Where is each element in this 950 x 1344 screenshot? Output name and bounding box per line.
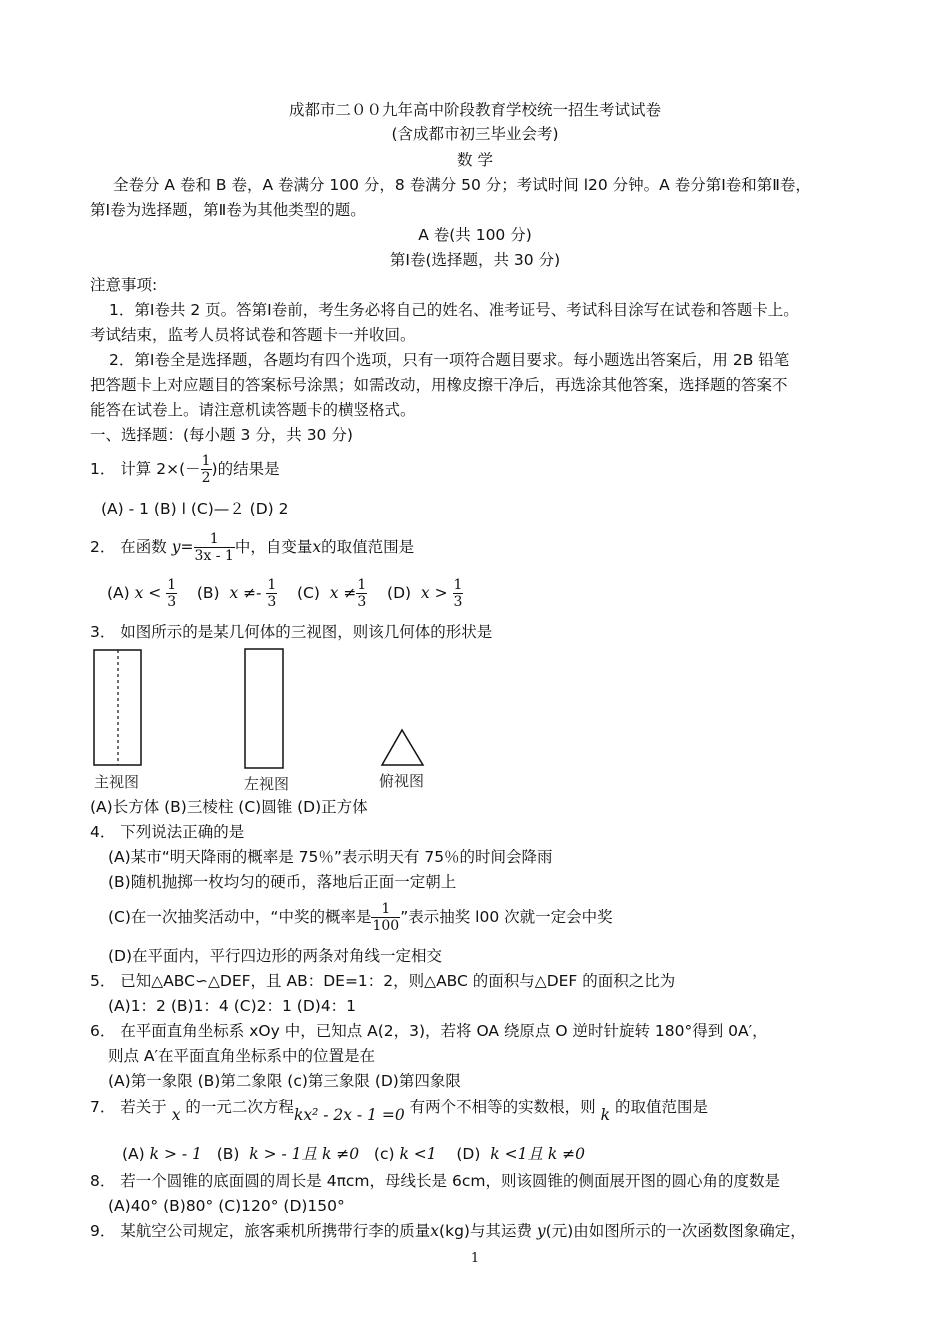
intro-paragraph-line2: 第Ⅰ卷为选择题，第Ⅱ卷为其他类型的题。 [90,201,366,219]
question-7-options: (A) k > - 1 (B) k > - 1且 k ≠0 (c) k <1 (D) k <1且 k ≠0 [122,1145,586,1163]
question-4-option-c: (C)在一次抽奖活动中，“中奖的概率是 $\frac{1}{100}$ ”表示抽奖 l00 次就一定会中奖 [108,901,613,934]
question-5-stem: 5． 已知△ABC∽△DEF，且 AB：DE=1：2，则△ABC 的面积与△DEF 的面积之比为 [90,972,676,990]
question-3-stem: 3． 如图所示的是某几何体的三视图，则该几何体的形状是 [90,623,493,641]
question-7-stem: 7． 若关于 x 的一元二次方程kx² - 2x - 1 =0 有两个不相等的实数根，则 k 的取值范围是 [90,1098,708,1124]
note2-line3: 能答在试卷上。请注意机读答题卡的横竖格式。 [90,401,416,419]
question-3-options: (A)长方体 (B)三棱柱 (C)圆锥 (D)正方体 [90,798,368,816]
fraction: $\frac{1}{100}$ [372,901,400,934]
note2-line1: 2．第Ⅰ卷全是选择题，各题均有四个选项，只有一项符合题目要求。每小题选出答案后，用 2B 铅笔 [109,351,790,369]
note2-line2: 把答题卡上对应题目的答案标号涂黑；如需改动，用橡皮擦干净后，再选涂其他答案，选择题的答案不 [90,376,788,394]
question-4-option-a: (A)某市“明天降雨的概率是 75％”表示明天有 75％的时间会降雨 [108,848,553,866]
question-6-stem-line1: 6． 在平面直角坐标系 xOy 中，已知点 A(2，3)，若将 OA 绕原点 O 逆时针旋转 180°得到 0A′， [90,1022,768,1040]
page-number: 1 [470,1251,480,1266]
question-6-stem-line2: 则点 A′在平面直角坐标系中的位置是在 [108,1047,376,1065]
top-view-label: 俯视图 [379,772,425,790]
question-5-options: (A)1：2 (B)1：4 (C)2：1 (D)4：1 [108,997,357,1015]
exam-title: 成都市二００九年高中阶段教育学校统一招生考试试卷 [288,101,661,119]
part1-heading: 第Ⅰ卷(选择题，共 30 分) [389,251,561,269]
question-2-stem: 2． 在函数 y= $\frac{1}{3x - 1}$ 中，自变量x的取值范围是 [90,531,415,564]
exam-subtitle: (含成都市初三毕业会考) [391,125,559,143]
top-view-triangle [382,730,423,765]
fraction: $\frac{1}{2}$ [201,453,211,486]
note1-line1: 1．第Ⅰ卷共 2 页。答第Ⅰ卷前，考生务必将自己的姓名、准考证号、考试科目涂写在试卷和答题卡上。 [109,301,799,319]
question-1-options: (A) - 1 (B) l (C)—２ (D) 2 [101,500,289,518]
question-1-stem: 1． 计算 2×(－ $\frac{1}{2}$ )的结果是 [90,453,280,486]
left-view-rectangle [245,649,283,768]
note1-line2: 考试结束，监考人员将试卷和答题卡一并收回。 [90,326,416,344]
question-2-options: (A) x < $\frac{1}{3}$ (B) x ≠- $\frac{1}{3}$ (C) x ≠ $\frac{1}{3}$ (D) x > $\frac{1}{3}$ [107,577,463,610]
question-9-stem: 9． 某航空公司规定，旅客乘机所携带行李的质量x(kg)与其运费 y(元)由如图所示的一次函数图象确定， [90,1222,806,1240]
question-4-option-b: (B)随机抛掷一枚均匀的硬币，落地后正面一定朝上 [108,873,457,891]
subject-title: 数 学 [457,151,493,169]
question-8-options: (A)40° (B)80° (C)120° (D)150° [108,1197,345,1215]
question-6-options: (A)第一象限 (B)第二象限 (c)第三象限 (D)第四象限 [108,1072,461,1090]
intro-paragraph-line1: 全卷分 A 卷和 B 卷，A 卷满分 100 分，8 卷满分 50 分；考试时间 l20 分钟。A 卷分第Ⅰ卷和第Ⅱ卷， [113,176,811,194]
notes-heading: 注意事项: [90,276,158,294]
front-view-label: 主视图 [94,773,140,791]
question-4-option-d: (D)在平面内，平行四边形的两条对角线一定相交 [108,947,443,965]
fraction: $\frac{1}{3x - 1}$ [194,531,234,564]
three-views-figure [0,640,950,770]
section-a-heading: A 卷(共 100 分) [418,226,532,244]
question-4-stem: 4． 下列说法正确的是 [90,823,245,841]
section1-heading: 一、选择题：(每小题 3 分，共 30 分) [90,426,353,444]
left-view-label: 左视图 [244,775,290,793]
question-8-stem: 8． 若一个圆锥的底面圆的周长是 4πcm，母线长是 6cm，则该圆锥的侧面展开图的圆心角的度数是 [90,1172,780,1190]
